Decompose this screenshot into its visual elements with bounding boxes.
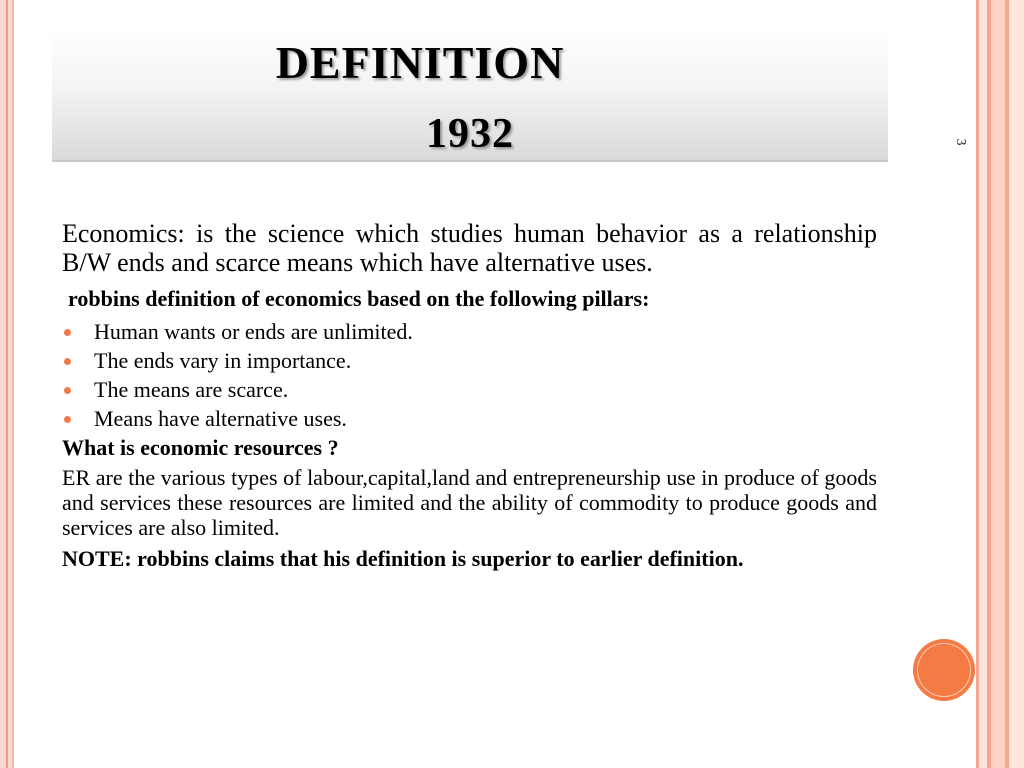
right-border-stripes — [976, 0, 1024, 768]
resources-paragraph: ER are the various types of labour,capital,land and entrepreneurship use in produce of goods and services these resources are limited and the ability of commodity to produce goods and services are also limited. — [62, 465, 877, 540]
left-border-line — [6, 0, 8, 768]
list-item: The means are scarce. — [62, 375, 877, 404]
list-item: The ends vary in importance. — [62, 346, 877, 375]
orange-ring-decoration — [917, 643, 971, 697]
note-paragraph: NOTE: robbins claims that his definition is superior to earlier definition. — [62, 546, 744, 571]
pillars-list — [62, 317, 877, 433]
slide-title: DEFINITION — [275, 37, 565, 88]
slide-subtitle-year: 1932 — [426, 111, 514, 157]
list-item: Human wants or ends are unlimited. — [62, 317, 877, 346]
bullet-dot-icon — [64, 329, 71, 336]
resources-question: What is economic resources ? — [62, 435, 339, 460]
pillars-heading: robbins definition of economics based on the following pillars: — [68, 286, 650, 311]
title-banner — [52, 28, 888, 162]
page-number: 3 — [953, 138, 968, 146]
bullet-dot-icon — [64, 358, 71, 365]
bullet-dot-icon — [64, 387, 71, 394]
slide-body — [62, 219, 877, 571]
definition-paragraph: Economics: is the science which studies human behavior as a relationship B/W ends and scarce means which have alternative uses. — [62, 219, 877, 277]
list-item: Means have alternative uses. — [62, 404, 877, 433]
bullet-dot-icon — [64, 416, 71, 423]
